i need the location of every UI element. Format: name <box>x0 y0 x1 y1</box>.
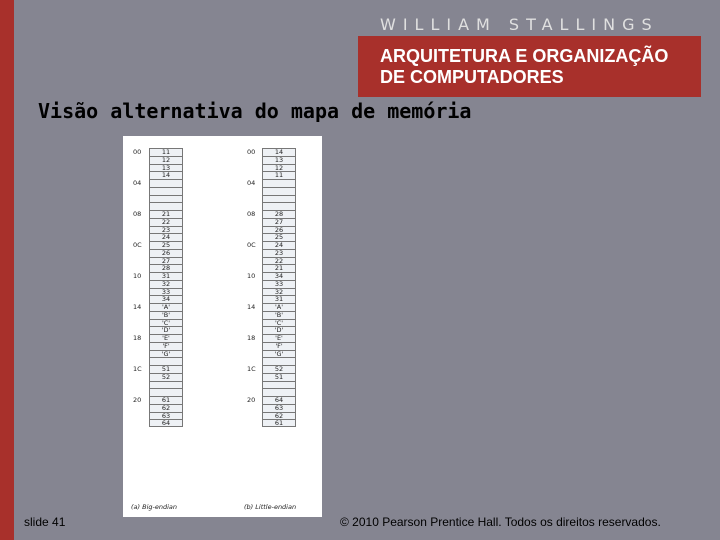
big-endian-memory-cell <box>149 419 183 427</box>
big-endian-cell-value: 'B' <box>161 310 171 319</box>
big-endian-cell-value: 'E' <box>162 334 170 342</box>
slide-title: Visão alternativa do mapa de memória <box>38 99 472 123</box>
copyright-notice: © 2010 Pearson Prentice Hall. Todos os direitos reservados. <box>340 515 661 529</box>
little-endian-cell-value: 'D' <box>274 326 284 335</box>
big-endian-cell-value: 'F' <box>162 341 170 350</box>
big-endian-cell-value: 13 <box>161 163 171 172</box>
little-endian-cell-value: 21 <box>274 264 284 273</box>
little-endian-cell-value: 14 <box>274 148 284 156</box>
book-title-banner <box>358 36 701 97</box>
little-endian-address-label: 04 <box>247 179 256 187</box>
little-endian-cell-value: 12 <box>274 163 284 172</box>
author-name: WILLIAM STALLINGS <box>380 15 659 34</box>
little-endian-cell-value: 34 <box>274 272 284 280</box>
big-endian-cell-value: 'C' <box>161 318 171 327</box>
big-endian-cell-value: 62 <box>161 403 171 412</box>
little-endian-cell-value: 27 <box>274 217 284 226</box>
big-endian-address-label: 10 <box>133 272 142 280</box>
big-endian-cell-value: 12 <box>161 155 171 164</box>
slide-number: slide 41 <box>24 515 66 529</box>
big-endian-cell-value: 23 <box>161 225 171 234</box>
big-endian-cell-value: 61 <box>161 396 171 404</box>
little-endian-cell-value: 'A' <box>274 303 284 311</box>
big-endian-caption: (a) Big-endian <box>131 503 178 511</box>
big-endian-address-label: 04 <box>133 179 142 187</box>
big-endian-cell-value: 34 <box>161 295 171 304</box>
big-endian-address-label: 18 <box>133 334 142 342</box>
left-accent-bar <box>0 0 14 540</box>
big-endian-address-label: 00 <box>133 148 142 156</box>
book-title-line-1: ARQUITETURA E ORGANIZAÇÃO <box>380 46 669 66</box>
big-endian-cell-value: 24 <box>161 233 171 242</box>
little-endian-cell-value: 63 <box>274 403 284 412</box>
little-endian-cell-value: 23 <box>274 248 284 257</box>
little-endian-cell-value: 11 <box>274 171 284 180</box>
big-endian-cell-value: 28 <box>161 264 171 273</box>
little-endian-memory-cell <box>262 419 296 427</box>
little-endian-address-label: 0C <box>247 241 256 249</box>
little-endian-address-label: 00 <box>247 148 256 156</box>
little-endian-cell-value: 13 <box>274 155 284 164</box>
little-endian-cell-value: 33 <box>274 279 284 288</box>
little-endian-address-label: 08 <box>247 210 256 218</box>
little-endian-address-label: 18 <box>247 334 256 342</box>
little-endian-cell-value: 26 <box>274 225 284 234</box>
little-endian-cell-value: 'E' <box>275 334 283 342</box>
little-endian-cell-value: 62 <box>274 411 284 420</box>
big-endian-cell-value: 11 <box>161 148 171 156</box>
little-endian-cell-value: 64 <box>274 396 284 404</box>
little-endian-cell-value: 52 <box>274 365 284 373</box>
big-endian-address-label: 20 <box>133 396 142 404</box>
book-title-line-2: DE COMPUTADORES <box>380 67 564 87</box>
big-endian-address-label: 1C <box>133 365 142 373</box>
big-endian-cell-value: 25 <box>161 241 171 249</box>
big-endian-cell-value: 33 <box>161 287 171 296</box>
big-endian-cell-value: 27 <box>161 256 171 265</box>
little-endian-cell-value: 'B' <box>274 310 284 319</box>
little-endian-cell-value: 61 <box>274 419 284 428</box>
little-endian-address-label: 20 <box>247 396 256 404</box>
little-endian-cell-value: 22 <box>274 256 284 265</box>
little-endian-cell-value: 'F' <box>275 341 283 350</box>
little-endian-cell-value: 28 <box>274 210 284 218</box>
little-endian-caption: (b) Little-endian <box>244 503 297 511</box>
big-endian-cell-value: 63 <box>161 411 171 420</box>
little-endian-cell-value: 'C' <box>274 318 284 327</box>
big-endian-cell-value: 14 <box>161 171 171 180</box>
big-endian-cell-value: 'A' <box>161 303 171 311</box>
big-endian-cell-value: 32 <box>161 279 171 288</box>
big-endian-cell-value: 'D' <box>161 326 171 335</box>
little-endian-cell-value: 'G' <box>274 349 284 358</box>
little-endian-address-label: 1C <box>247 365 256 373</box>
big-endian-cell-value: 51 <box>161 365 171 373</box>
big-endian-address-label: 08 <box>133 210 142 218</box>
big-endian-cell-value: 52 <box>161 372 171 381</box>
little-endian-cell-value: 24 <box>274 241 284 249</box>
little-endian-cell-value: 31 <box>274 295 284 304</box>
big-endian-cell-value: 64 <box>161 419 171 428</box>
big-endian-cell-value: 26 <box>161 248 171 257</box>
big-endian-cell-value: 'G' <box>161 349 171 358</box>
big-endian-address-label: 0C <box>133 241 142 249</box>
little-endian-address-label: 14 <box>247 303 256 311</box>
memory-map-figure <box>123 136 322 517</box>
little-endian-cell-value: 51 <box>274 372 284 381</box>
big-endian-cell-value: 22 <box>161 217 171 226</box>
big-endian-cell-value: 21 <box>161 210 171 218</box>
little-endian-cell-value: 25 <box>274 233 284 242</box>
little-endian-cell-value: 32 <box>274 287 284 296</box>
big-endian-cell-value: 31 <box>161 272 171 280</box>
little-endian-address-label: 10 <box>247 272 256 280</box>
big-endian-address-label: 14 <box>133 303 142 311</box>
